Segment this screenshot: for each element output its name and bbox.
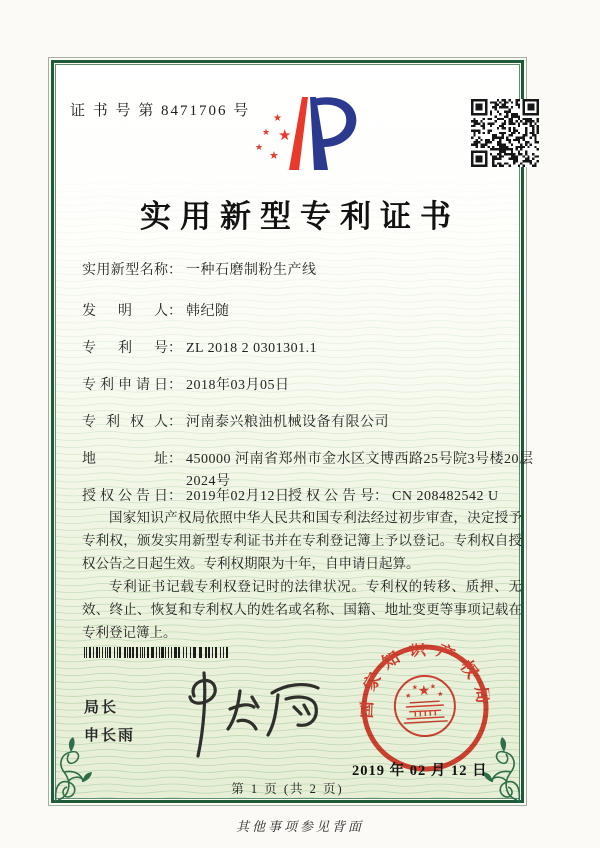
colon: ： [168,263,182,278]
field-value: 一种石磨制粉生产线 [186,263,317,278]
field-label: 授权公告日 [82,489,168,504]
back-side-note: 其他事项参见背面 [235,819,364,834]
corner-ornament-left-icon [52,720,118,804]
director-signature [168,668,330,764]
field-value: 2018年03月05日 [186,378,290,393]
svg-text:★: ★ [269,149,279,162]
svg-text:★: ★ [255,143,264,153]
field-label: 发明人 [82,304,168,319]
field-value: 450000 河南省郑州市金水区文博西路25号院3号楼20层2024号 [186,452,534,489]
colon: ： [168,452,182,467]
colon: ： [168,304,182,319]
field-label: 授权公告号 [288,489,374,504]
colon: ： [168,378,182,393]
logo-blue-stem [310,97,328,170]
legal-text [82,506,522,644]
field-row-inventor [82,301,230,323]
svg-text:★: ★ [262,128,271,138]
colon: ： [168,489,182,504]
field-value: ZL 2018 2 0301301.1 [186,341,318,356]
field-row-patentee [82,412,389,434]
field-value: 河南泰兴粮油机械设备有限公司 [186,415,389,430]
field-row-name [82,260,317,282]
signatory-title: 局长 [84,699,119,716]
field-value: 韩纪随 [186,304,230,319]
field-value: 2019年02月12日 [186,489,290,504]
barcode [84,645,230,656]
svg-text:★: ★ [278,126,292,144]
national-emblem-icon [393,674,456,737]
certificate-title: 实用新型专利证书 [140,199,460,234]
logo-red-wedge [289,97,308,170]
logo-stars [255,113,291,162]
svg-text:★: ★ [429,682,437,691]
svg-text:★: ★ [436,690,444,699]
field-value: CN 208482542 U [392,489,499,504]
page-number: 第 1 页 (共 2 页) [231,782,344,796]
colon: ： [168,341,182,356]
grant-seal-date: 2019 年 02 月 12 日 [352,763,488,779]
field-row-patent-number [82,338,317,360]
cnipa-logo-icon [253,91,365,177]
official-seal [357,640,494,777]
colon: ： [168,415,182,430]
field-grant-number [288,486,499,508]
certificate-number: 证 书 号 第 8471706 号 [70,103,251,119]
svg-text:★: ★ [404,691,412,701]
svg-text:★: ★ [417,682,431,700]
svg-text:★: ★ [273,113,282,124]
seal-agency-text: 国家知识产权局 [356,639,494,719]
field-label: 地址 [82,452,168,467]
legal-paragraph-2: 专利证书记载专利权登记时的法律状况。专利权的转移、质押、无效、终止、恢复和专利权人的姓名或名称、国籍、地址变更等事项记载在专利登记簿上。 [82,579,522,640]
qr-code [471,99,539,167]
field-label: 实用新型名称 [82,263,168,278]
field-label: 专利申请日 [82,378,168,393]
field-row-grant [82,486,499,508]
field-label: 专利权人 [82,415,168,430]
colon: ： [374,489,388,504]
svg-text:★: ★ [411,683,419,692]
legal-paragraph-1: 国家知识产权局依照中华人民共和国专利法经过初步审查，决定授予专利权，颁发实用新型专利证书并在专利登记簿上予以登记。专利权自授权公告之日起生效。专利权期限为十年，自申请日起算。 [82,510,522,571]
signatory-name: 申长雨 [84,727,136,744]
field-label: 专利号 [82,341,168,356]
field-row-filing-date [82,375,290,397]
